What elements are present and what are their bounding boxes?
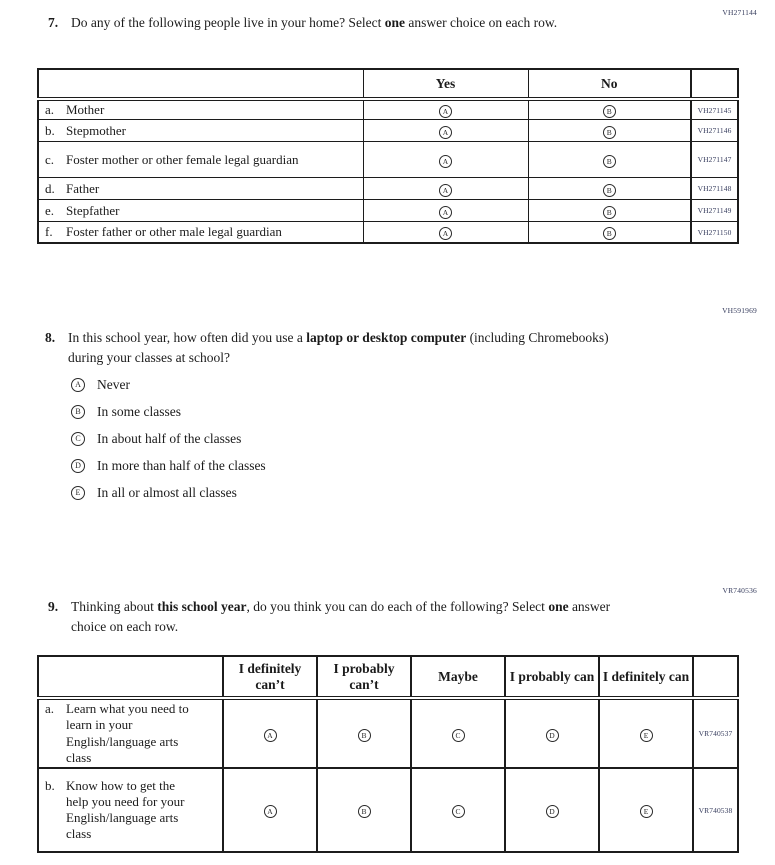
question-9-number: 9. [48, 599, 59, 614]
bubble-letter: A [75, 380, 81, 389]
row-text: Father [66, 180, 100, 196]
row-label [38, 222, 363, 243]
question-7-number: 7. [48, 15, 59, 30]
answer-bubble-b[interactable] [71, 405, 85, 419]
bubble-letter: B [606, 185, 612, 195]
item-code: VR740537 [693, 698, 738, 768]
q9-header-code [693, 656, 738, 698]
q7-header-blank [38, 69, 363, 99]
table-row-learn-ela [38, 698, 738, 768]
option-label: In some classes [97, 404, 181, 419]
answer-bubble-e[interactable] [640, 805, 653, 818]
question-7 [48, 13, 631, 33]
bubble-letter: A [267, 807, 273, 816]
question-text-bold: one [548, 599, 569, 614]
bubble-letter: D [549, 730, 555, 740]
answer-bubble-yes[interactable] [439, 184, 452, 197]
answer-bubble-d[interactable] [546, 729, 559, 742]
question-8-code: VH591969 [722, 306, 757, 315]
answer-bubble-yes[interactable] [439, 155, 452, 168]
option-label: In more than half of the classes [97, 458, 266, 473]
answer-bubble-c[interactable] [452, 805, 465, 818]
option-row-some-classes [71, 404, 266, 420]
question-9-text [71, 597, 646, 638]
row-text: Mother [66, 102, 105, 117]
question-text-segment: In this school year, how often did you use a [68, 330, 307, 345]
row-text: Know how to get the help you need for your English/language arts class [66, 777, 185, 842]
answer-bubble-a[interactable] [264, 805, 277, 818]
question-text-segment: answer choice on each row. [71, 599, 611, 635]
option-label: In about half of the classes [97, 431, 242, 446]
answer-bubble-yes[interactable] [439, 227, 452, 240]
bubble-letter: B [606, 127, 612, 137]
bubble-letter: B [606, 207, 612, 217]
bubble-letter: C [455, 807, 461, 816]
bubble-letter: B [606, 107, 612, 117]
item-code: VR740538 [693, 768, 738, 852]
row-text: Foster mother or other female legal guardian [66, 151, 299, 167]
q9-header-row [38, 656, 738, 698]
answer-bubble-no[interactable] [603, 155, 616, 168]
option-row-never [71, 377, 266, 393]
answer-bubble-e[interactable] [71, 486, 85, 500]
row-label [38, 142, 363, 178]
option-row-more-than-half [71, 458, 266, 474]
question-text-segment: answer choice on each row. [405, 15, 558, 30]
q9-header-blank [38, 656, 223, 698]
question-text-segment: (including Chromebooks) during your classes at school? [68, 330, 609, 366]
table-row-stepmother [38, 120, 738, 142]
row-letter: b. [45, 122, 55, 138]
question-text-bold: this school year [157, 599, 247, 614]
answer-bubble-a[interactable] [264, 729, 277, 742]
answer-bubble-yes[interactable] [439, 105, 452, 118]
answer-bubble-b[interactable] [358, 805, 371, 818]
table-row-stepfather [38, 200, 738, 222]
q7-header-row [38, 69, 738, 99]
answer-bubble-d[interactable] [71, 459, 85, 473]
bubble-letter: B [606, 156, 612, 166]
table-row-father [38, 178, 738, 200]
item-code: VH271148 [691, 178, 738, 200]
row-text: Stepmother [66, 122, 126, 138]
answer-bubble-no[interactable] [603, 105, 616, 118]
row-label [38, 768, 223, 852]
row-text: Stepfather [66, 202, 120, 218]
table-row-foster-mother [38, 142, 738, 178]
answer-bubble-yes[interactable] [439, 126, 452, 139]
bubble-letter: B [606, 229, 612, 238]
question-text-bold: laptop or desktop computer [306, 330, 467, 345]
bubble-letter: E [643, 807, 649, 816]
row-letter: c. [45, 151, 55, 167]
bubble-letter: B [75, 407, 81, 416]
item-code: VH271145 [691, 99, 738, 120]
row-letter: a. [45, 102, 55, 117]
row-label [38, 698, 223, 768]
q7-header-yes: Yes [363, 69, 528, 99]
item-code: VH271149 [691, 200, 738, 222]
option-row-about-half [71, 431, 266, 447]
question-text-bold: one [384, 15, 406, 30]
item-code: VH271147 [691, 142, 738, 178]
question-text-segment: , do you think you can do each of the following? Select [246, 599, 549, 614]
row-label [38, 99, 363, 120]
bubble-letter: D [549, 807, 555, 816]
item-code: VH271146 [691, 120, 738, 142]
q7-header-code [691, 69, 738, 99]
row-label [38, 178, 363, 200]
row-label [38, 120, 363, 142]
question-8-options [71, 377, 266, 512]
answer-bubble-e[interactable] [640, 729, 653, 742]
q9-header-probably-cant: I probably can’t [317, 656, 411, 698]
bubble-letter: A [442, 156, 449, 166]
question-8-number: 8. [45, 330, 56, 345]
answer-bubble-b[interactable] [358, 729, 371, 742]
row-letter: b. [45, 777, 55, 793]
option-row-all-classes [71, 485, 266, 501]
option-label: Never [97, 377, 130, 392]
table-row-foster-father [38, 222, 738, 243]
bubble-letter: A [442, 185, 449, 195]
bubble-letter: C [455, 730, 461, 740]
q7-header-no: No [528, 69, 691, 99]
answer-bubble-d[interactable] [546, 805, 559, 818]
bubble-letter: A [442, 127, 449, 137]
answer-bubble-no[interactable] [603, 126, 616, 139]
bubble-letter: D [75, 461, 81, 470]
row-label [38, 200, 363, 222]
q9-answer-table [37, 655, 739, 853]
q7-answer-table [37, 68, 739, 244]
bubble-letter: C [75, 434, 81, 443]
table-row-mother [38, 99, 738, 120]
row-text: Learn what you need to learn in your English/language arts class [66, 701, 189, 765]
question-7-text [71, 13, 631, 33]
option-label: In all or almost all classes [97, 485, 237, 500]
q9-header-probably-can: I probably can [505, 656, 599, 698]
question-9 [48, 597, 646, 638]
item-code: VH271150 [691, 222, 738, 243]
row-letter: e. [45, 202, 55, 218]
answer-bubble-a[interactable] [71, 378, 85, 392]
bubble-letter: B [361, 730, 367, 740]
bubble-letter: A [442, 229, 449, 238]
row-text: Foster father or other male legal guardian [66, 223, 282, 239]
row-letter: a. [45, 701, 55, 716]
bubble-letter: E [75, 488, 81, 497]
bubble-letter: A [442, 107, 449, 117]
answer-bubble-c[interactable] [452, 729, 465, 742]
answer-bubble-c[interactable] [71, 432, 85, 446]
row-letter: f. [45, 223, 53, 239]
answer-bubble-no[interactable] [603, 184, 616, 197]
question-8-text [68, 328, 620, 369]
bubble-letter: B [361, 807, 367, 816]
question-8 [45, 328, 620, 369]
question-text-segment: Do any of the following people live in your home? Select [71, 15, 385, 30]
answer-bubble-yes[interactable] [439, 206, 452, 219]
bubble-letter: A [267, 730, 273, 740]
table-row-get-help-ela [38, 768, 738, 852]
q9-header-definitely-cant: I definitely can’t [223, 656, 317, 698]
answer-bubble-no[interactable] [603, 227, 616, 240]
q9-header-definitely-can: I definitely can [599, 656, 693, 698]
question-7-code: VH271144 [722, 8, 757, 17]
bubble-letter: A [442, 207, 449, 217]
answer-bubble-no[interactable] [603, 206, 616, 219]
q9-header-maybe: Maybe [411, 656, 505, 698]
row-letter: d. [45, 180, 55, 196]
bubble-letter: E [643, 730, 649, 740]
question-text-segment: Thinking about [71, 599, 158, 614]
question-9-code: VR740536 [722, 586, 757, 595]
